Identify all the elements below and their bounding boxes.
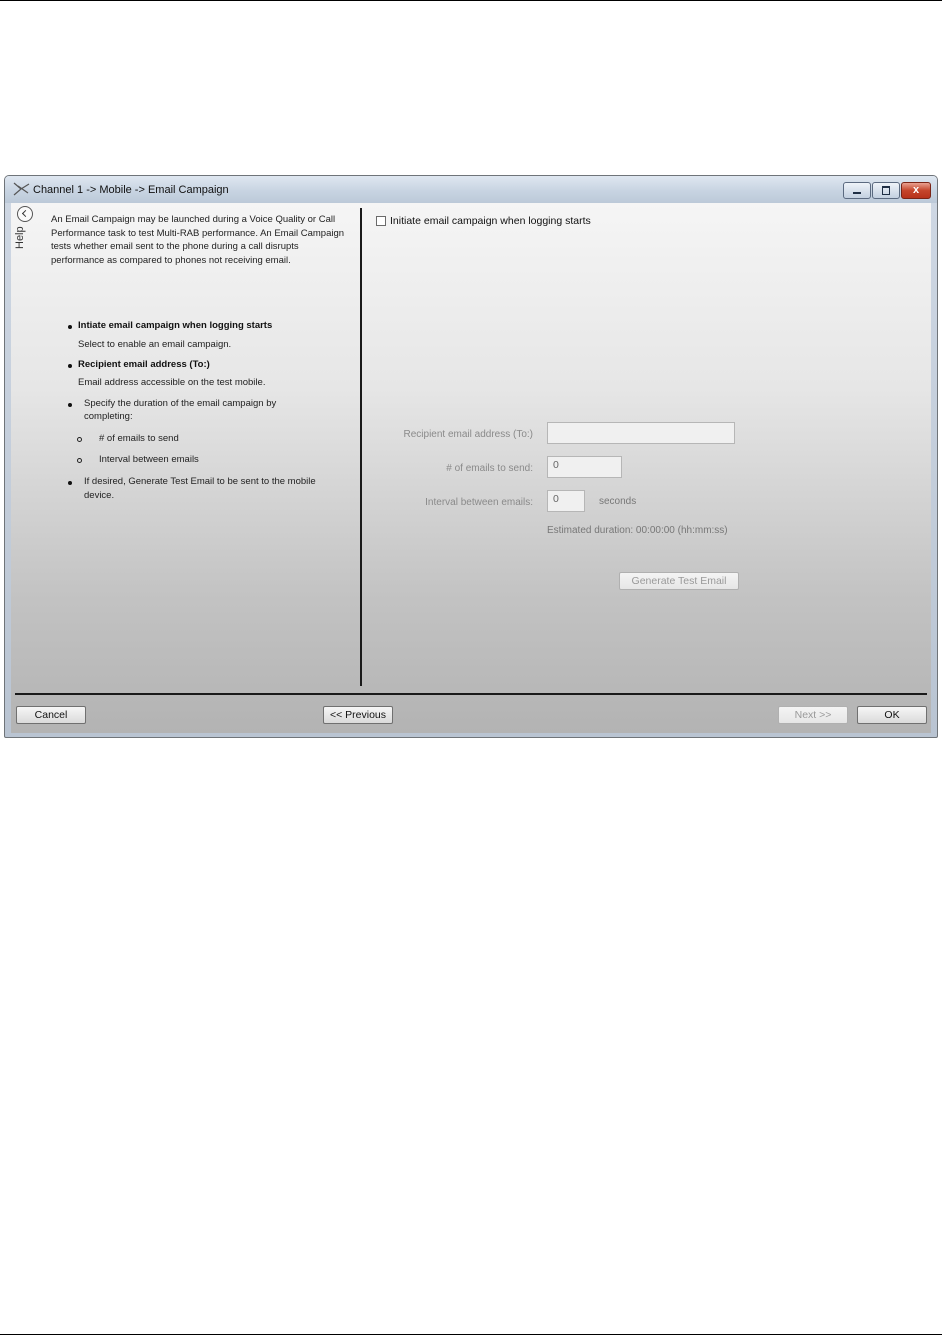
help-tab[interactable] xyxy=(14,225,34,251)
help-item-desc: Email address accessible on the test mobile. xyxy=(78,377,266,388)
bullet-icon xyxy=(68,481,72,485)
panel-divider xyxy=(360,208,362,686)
help-sub-item: Interval between emails xyxy=(99,454,199,465)
cancel-button[interactable]: Cancel xyxy=(16,706,86,724)
interval-field[interactable]: 0 xyxy=(547,490,585,512)
generate-test-email-button[interactable]: Generate Test Email xyxy=(619,572,739,590)
help-item-title: Intiate email campaign when logging starts xyxy=(78,320,273,331)
recipient-email-field[interactable] xyxy=(547,422,735,444)
close-button[interactable] xyxy=(901,182,931,199)
bullet-icon xyxy=(68,364,72,368)
window-controls xyxy=(842,182,931,199)
previous-button[interactable]: << Previous xyxy=(323,706,393,724)
page-top-rule xyxy=(0,0,942,1)
help-item-desc: Select to enable an email campaign. xyxy=(78,339,232,350)
estimated-duration: Estimated duration: 00:00:00 (hh:mm:ss) xyxy=(547,525,728,536)
help-tab-label: Help xyxy=(14,226,26,249)
interval-unit: seconds xyxy=(599,496,637,507)
collapse-help-icon[interactable] xyxy=(17,206,33,222)
next-button[interactable]: Next >> xyxy=(778,706,848,724)
help-panel xyxy=(51,213,346,267)
initiate-campaign-checkbox[interactable] xyxy=(376,216,386,226)
help-duration-text: Specify the duration of the email campaign by xyxy=(84,398,277,409)
bullet-icon xyxy=(68,325,72,329)
help-strip xyxy=(11,203,41,688)
help-intro: An Email Campaign may be launched during a Voice Quality or Call Performance task to test Multi-RAB performance. An Email Campaign tests whether email sent to the phone during a call disrupts performance as compared to phones not receiving email. xyxy=(51,214,345,266)
help-test-email-text: If desired, Generate Test Email to be sent to the mobile xyxy=(84,476,316,487)
app-icon xyxy=(13,182,31,196)
ok-button[interactable]: OK xyxy=(857,706,927,724)
emails-count-label: # of emails to send: xyxy=(446,463,533,474)
help-test-email-text: device. xyxy=(84,490,115,501)
title-bar[interactable] xyxy=(5,176,937,203)
initiate-campaign-option[interactable] xyxy=(376,215,591,227)
help-duration-text: completing: xyxy=(84,411,133,422)
footer-divider xyxy=(15,693,927,695)
sub-bullet-icon xyxy=(77,437,82,442)
minimize-button[interactable] xyxy=(843,182,871,199)
dialog-body xyxy=(11,203,931,733)
initiate-campaign-label: Initiate email campaign when logging starts xyxy=(390,215,591,227)
bullet-icon xyxy=(68,403,72,407)
window-title: Channel 1 -> Mobile -> Email Campaign xyxy=(33,184,229,196)
help-item-title: Recipient email address (To:) xyxy=(78,359,210,370)
help-sub-item: # of emails to send xyxy=(99,433,179,444)
recipient-label: Recipient email address (To:) xyxy=(403,429,533,440)
close-icon: x xyxy=(912,184,920,196)
email-campaign-window xyxy=(4,175,938,738)
sub-bullet-icon xyxy=(77,458,82,463)
emails-count-field[interactable]: 0 xyxy=(547,456,622,478)
interval-label: Interval between emails: xyxy=(425,497,533,508)
maximize-button[interactable] xyxy=(872,182,900,199)
